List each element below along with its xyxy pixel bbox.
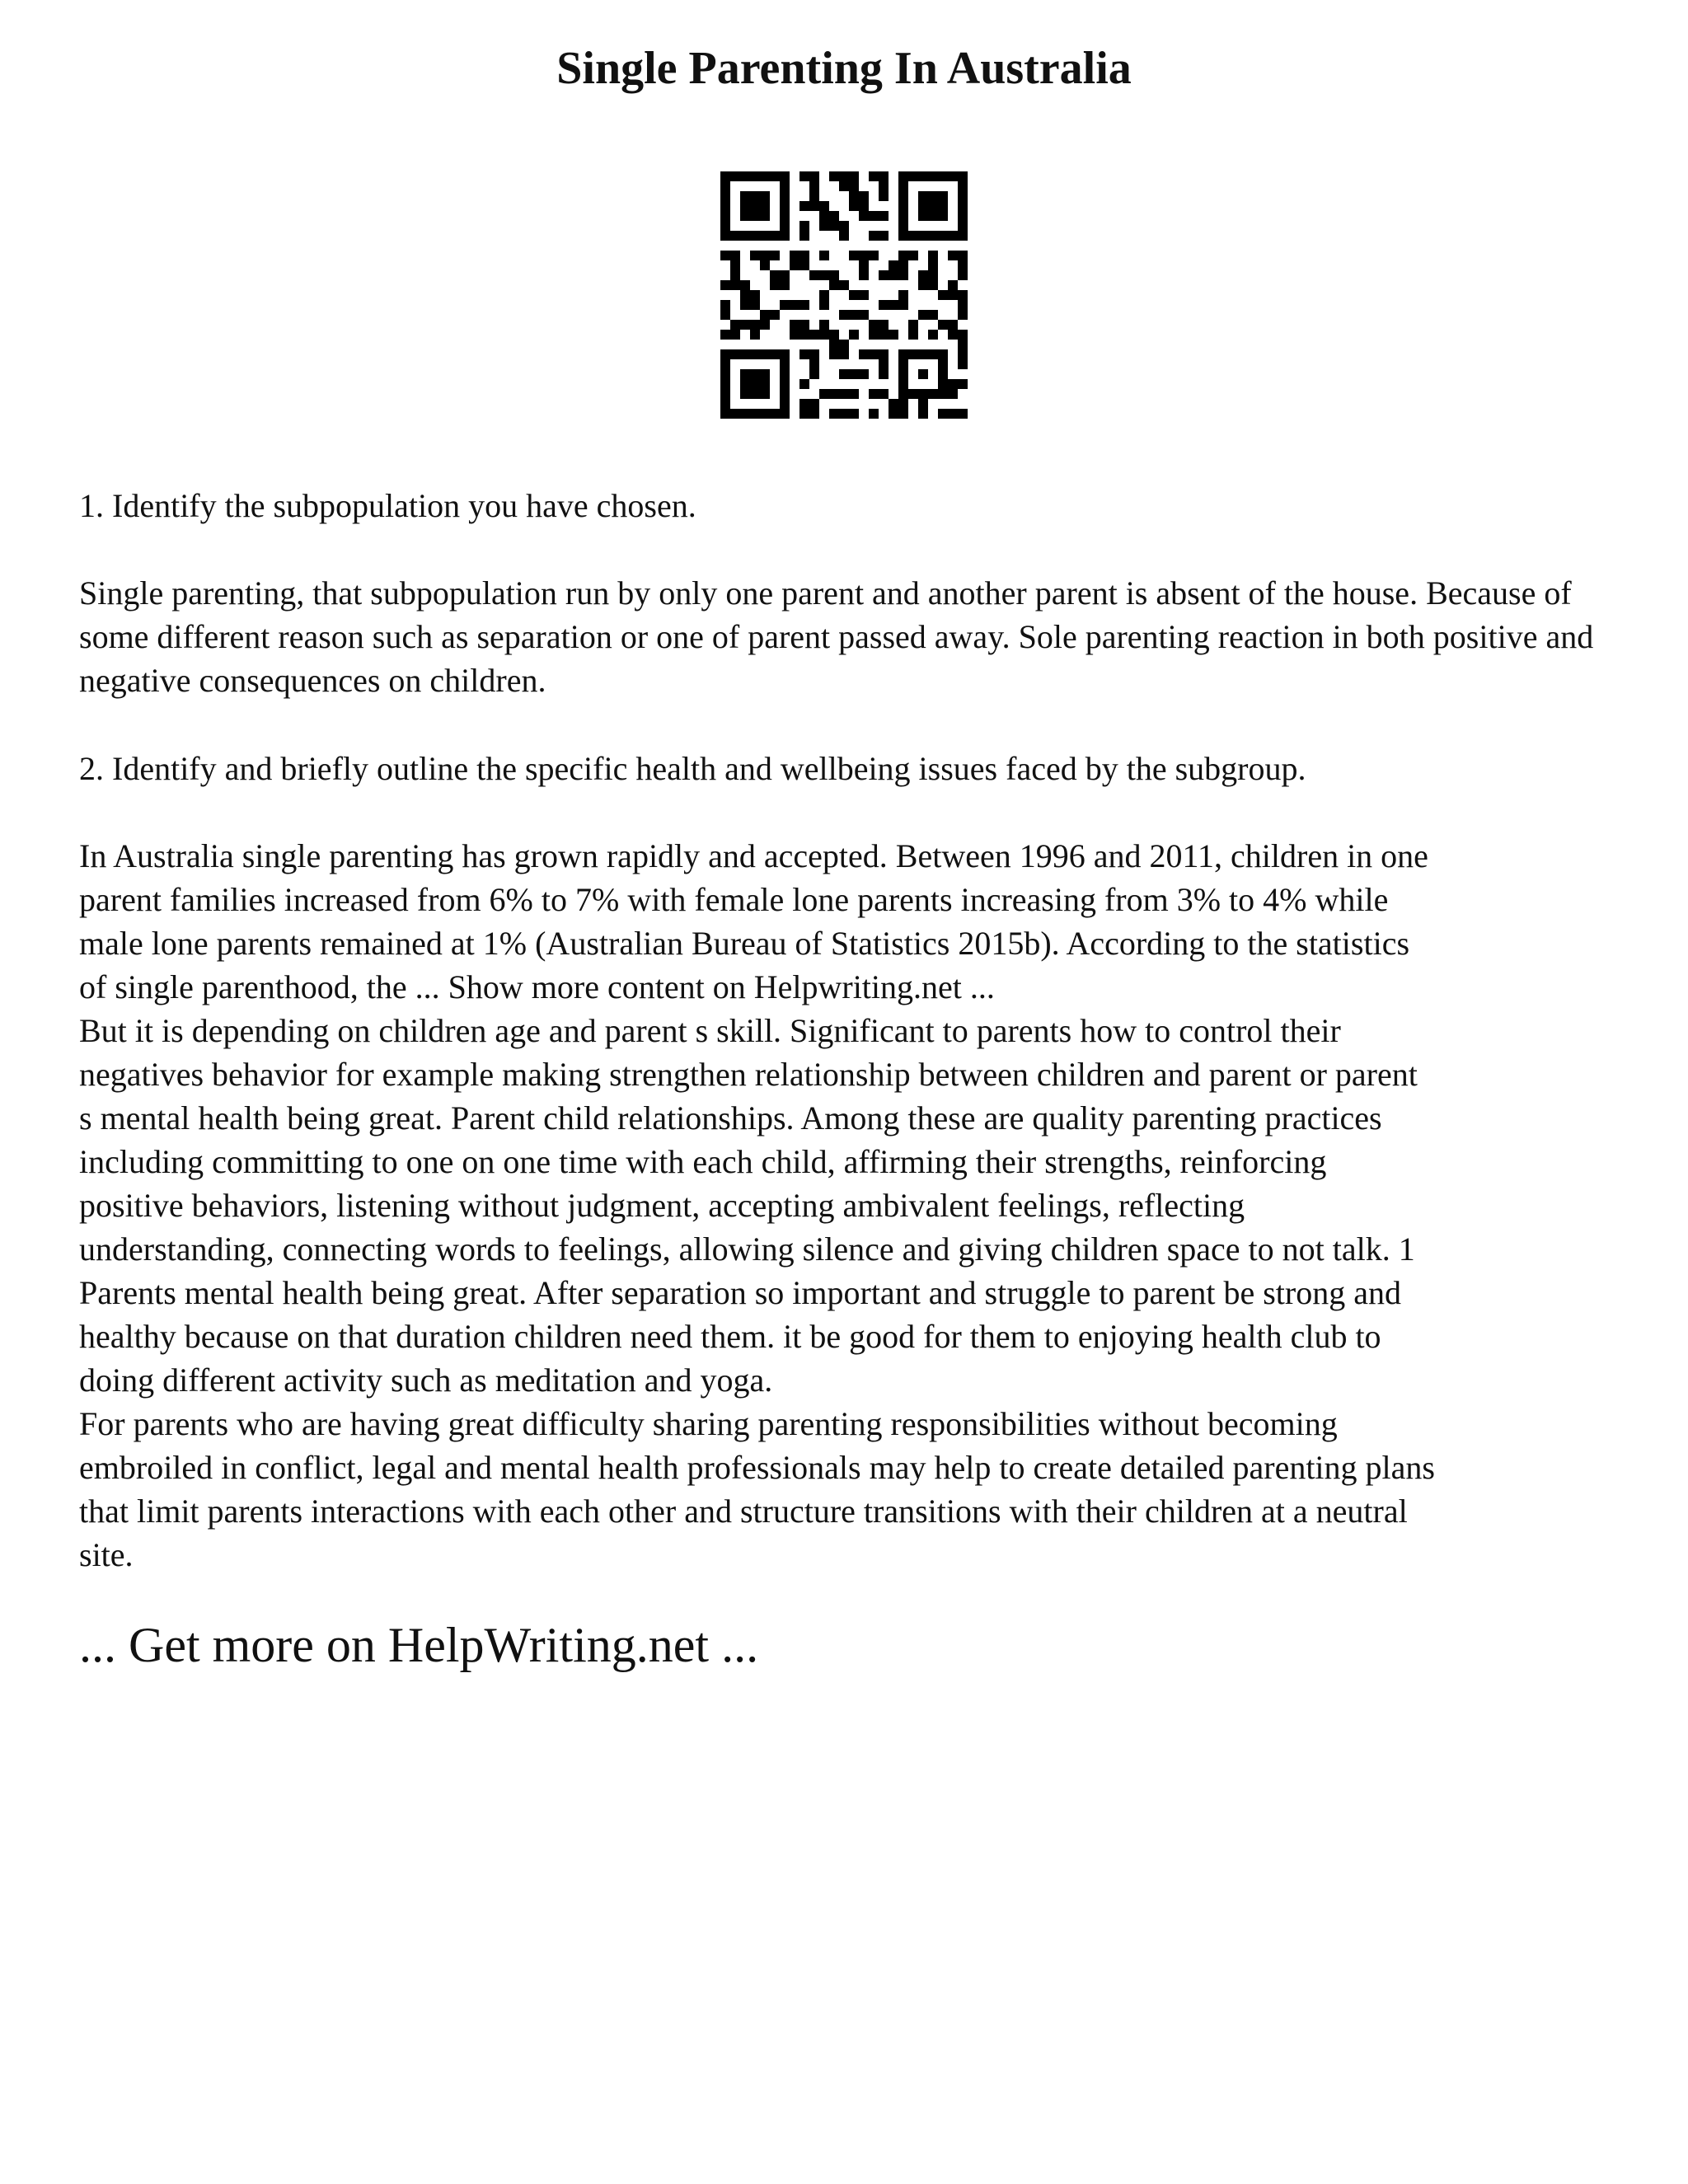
text-line: parent families increased from 6% to 7% with female lone parents increasing from 3% to 4% while (79, 881, 1389, 918)
text-line: positive behaviors, listening without judgment, accepting ambivalent feelings, reflecting (79, 1187, 1245, 1224)
text-line: s mental health being great. Parent child relationships. Among these are quality parenting practices (79, 1099, 1382, 1137)
qr-code-icon (720, 171, 968, 419)
text-line: including committing to one on one time with each child, affirming their strengths, reinforcing (79, 1143, 1327, 1180)
page-title: Single Parenting In Australia (556, 43, 1132, 94)
question-2: 2. Identify and briefly outline the specific health and wellbeing issues faced by the subgroup. (79, 750, 1306, 787)
text-line: Parents mental health being great. After separation so important and struggle to parent be strong and (79, 1274, 1401, 1311)
text-line: site. (79, 1536, 134, 1573)
text-line: doing different activity such as meditation and yoga. (79, 1361, 773, 1399)
text-line: embroiled in conflict, legal and mental health professionals may help to create detailed parenting plans (79, 1449, 1435, 1486)
text-line: healthy because on that duration children need them. it be good for them to enjoying health club to (79, 1318, 1381, 1355)
text-line: For parents who are having great difficulty sharing parenting responsibilities without becoming (79, 1405, 1338, 1442)
text-line: But it is depending on children age and parent s skill. Significant to parents how to control their (79, 1012, 1341, 1049)
answer-2-paragraph (79, 834, 1629, 1577)
text-line: that limit parents interactions with each other and structure transitions with their children at a neutral (79, 1493, 1408, 1530)
text-line: understanding, connecting words to feelings, allowing silence and giving children space to not talk. 1 (79, 1230, 1415, 1268)
get-more-link[interactable]: ... Get more on HelpWriting.net ... (79, 1618, 759, 1672)
text-line: In Australia single parenting has grown rapidly and accepted. Between 1996 and 2011, children in one (79, 837, 1428, 874)
text-line: of single parenthood, the ... Show more content on Helpwriting.net ... (79, 968, 995, 1005)
text-line: male lone parents remained at 1% (Australian Bureau of Statistics 2015b). According to the statistics (79, 925, 1410, 962)
text-line: negatives behavior for example making strengthen relationship between children and parent or parent (79, 1056, 1418, 1093)
question-1: 1. Identify the subpopulation you have chosen. (79, 487, 696, 524)
answer-1-paragraph: Single parenting, that subpopulation run by only one parent and another parent is absent of the house. Because of some different reason such as separation or one of parent passed away. Sole parenting reaction in both positive and negative consequences on children. (79, 574, 1594, 699)
